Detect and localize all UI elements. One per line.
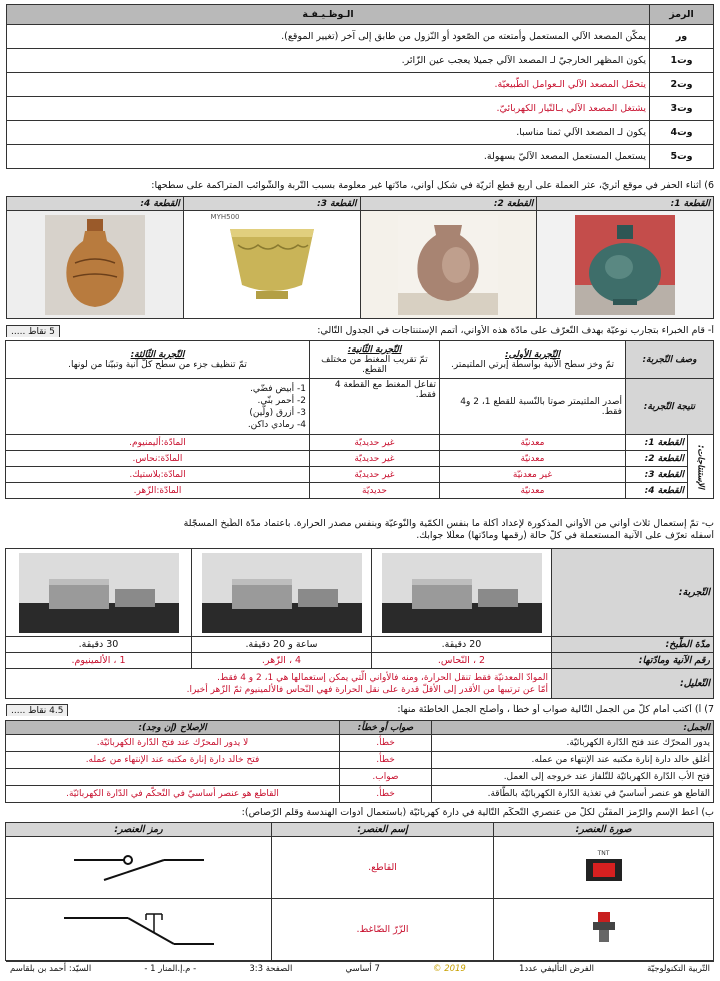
experiments-section [6, 340, 714, 499]
vase-4-image [45, 215, 145, 315]
cooking-table [5, 548, 714, 699]
switch-symbol-cell [6, 837, 272, 899]
piece-2-photo [360, 211, 537, 319]
components-table [5, 822, 714, 961]
exp1-header: التّجربة الأولى: [504, 349, 560, 360]
comp-header-name: إسم العنصر: [272, 823, 494, 837]
conclusion-piece: القطعة 4: [625, 483, 687, 499]
footer-level: 7 أساسي [345, 964, 380, 974]
q6a-text: أ- قام الخبراء بتجارب نوعيّة بهدف التّعرّف على مادّة هذه الأواني، أتمم الإستنتاجات في الجدول التّالي: [317, 325, 714, 336]
tf-header-sentence: الجمل: [432, 721, 714, 735]
function-code: وت2 [650, 73, 714, 97]
b-reason-cell [6, 669, 552, 699]
function-header: الـوظـيـفـة [7, 5, 650, 25]
q6a-marks: 5 نقاط ..... [6, 325, 60, 337]
b-reason-2: أمّا عن ترتيبها من الأقدر إلى الأقلّ قدرة على نقل الحرارة فهي النّحاس فالألمينيوم ثمّ الزّهر أخيرا. [186, 684, 548, 695]
conclusion-metal: معدنيّة [439, 451, 625, 467]
conclusions-label: الإستنتاجات: [688, 435, 714, 499]
exp3-header: التّجربة الثّالثة: [130, 349, 185, 360]
b-vessel-2: 4 ، الزّهر. [192, 653, 372, 669]
stove-photo-3 [6, 549, 192, 637]
tf-sentence: يدور المحرّك عند فتح الدّارة الكهربائيّة. [432, 735, 714, 752]
conclusion-metal: معدنيّة [439, 483, 625, 499]
b-time-1: 20 دقيقة. [372, 637, 552, 653]
tf-header-answer: صواب أو خطأ: [340, 721, 432, 735]
components-section [6, 822, 714, 961]
comp-header-symbol: رمز العنصر: [6, 823, 272, 837]
piece-4-photo [7, 211, 184, 319]
b-vessel-1: 2 ، النّحاس. [372, 653, 552, 669]
exp1-desc: تمّ وخز سطح الآنية بواسطة إبرتي الملتيمتر. [451, 359, 614, 370]
tf-header-fix: الإصلاح (إن وجد): [6, 721, 340, 735]
conclusion-material: المادّة:بلاستيك. [5, 467, 309, 483]
color-4: 4- رمادي داكن. [247, 419, 306, 430]
function-text: يكون لـ المصعد الآلي ثمنا مناسبا. [7, 121, 650, 145]
comp-header-photo: صورة العنصر: [494, 823, 714, 837]
function-code: وت1 [650, 49, 714, 73]
tf-sentence: القاطع هو عنصر أساسيّ في تغذية الدّارة الكهربائيّة بالطّاقة. [432, 786, 714, 803]
function-text: يستعمل المستعمل المصعد الآليّ بسهولة. [7, 145, 650, 169]
color-2: 2- أحمر بنّي. [257, 395, 306, 406]
footer-page: الصفحة 3:3 [249, 964, 293, 974]
true-false-section [6, 720, 714, 803]
function-code: وت4 [650, 121, 714, 145]
exp3-result [5, 379, 309, 435]
function-code: ور [650, 25, 714, 49]
b-reason-label: التّعليل: [552, 669, 714, 699]
experiments-table [5, 340, 714, 499]
footer-year: 2019 © [433, 964, 466, 974]
push-button-symbol-icon [54, 904, 224, 952]
switch-photo-cell [494, 837, 714, 899]
code-header: الرمز [650, 5, 714, 25]
tf-answer: خطأ. [340, 735, 432, 752]
tf-answer: خطأ. [340, 752, 432, 769]
conclusion-metal: غير معدنيّة [439, 467, 625, 483]
pushbutton-photo-cell [494, 899, 714, 961]
exp2-header: التّجربة الثّانية: [347, 344, 402, 355]
conclusion-iron: غير حديديّة [309, 467, 439, 483]
exp3-desc-cell [5, 341, 309, 379]
stove-photo-1 [372, 549, 552, 637]
b-reason-1: الموادّ المعدنيّة فقط تنقل الحرارة، ومنه فالأواني الّتي يمكن إستعمالها هي 1، 2 و 4 فقط. [217, 672, 548, 683]
tf-sentence: أغلق خالد دارة إنارة مكتبه عند الإنتهاء من عمله. [432, 752, 714, 769]
stove-image [19, 553, 179, 633]
true-false-table [5, 720, 714, 803]
tf-fix [6, 769, 340, 786]
function-text: يتحمّل المصعد الآلي الـعوامل الطّبيعيّة. [7, 73, 650, 97]
vase-1-image [575, 215, 675, 315]
q6b-line1: ب- تمّ إستعمال ثلاث أواني من الأواني المذكورة لإعداد أكلة ما بنفس الكمّية والنّوعيّة وبنفس مصدر الحرارة. باعتماد مدّة الطّبخ المسجّلة [183, 518, 714, 529]
switch-brand: TNT [597, 849, 610, 857]
conclusion-piece: القطعة 1: [625, 435, 687, 451]
piece-1-photo [537, 211, 714, 319]
tf-fix: القاطع هو عنصر أساسيّ في التّحكّم في الدّارة الكهربائيّة. [6, 786, 340, 803]
q7a-text: 7) أ) أكتب أمام كلّ من الجمل التّالية صواب أو خطأ ، وأصلح الجمل الخاطئة منها: [397, 704, 714, 715]
push-button-image [589, 908, 619, 948]
stove-image [202, 553, 362, 633]
exp2-result: تفاعل المغنط مع القطعة 4 فقط. [309, 379, 439, 435]
conclusion-material: المادّة:الزّهر. [5, 483, 309, 499]
switch-symbol-icon [64, 844, 214, 888]
piece-1-label: القطعة 1: [537, 197, 714, 211]
conclusion-iron: غير حديديّة [309, 451, 439, 467]
pushbutton-symbol-cell [6, 899, 272, 961]
toggle-switch-image [584, 857, 624, 883]
q7b-text: ب) أعط الإسم والرّمز المقنّن لكلّ من عنصري التّحكّم التّالية في دارة كهربائيّة (باستعمال أدوات الهندسة وقلم الرّصاص): [241, 807, 714, 818]
footer-exam: الفرض التأليفي عدد1 [518, 964, 594, 974]
function-code: وت5 [650, 145, 714, 169]
function-code: وت3 [650, 97, 714, 121]
tf-answer: خطأ. [340, 786, 432, 803]
piece-4-label: القطعة 4: [7, 197, 184, 211]
exp2-desc-cell [309, 341, 439, 379]
conclusion-material: المادّة:أليمنيوم. [5, 435, 309, 451]
conclusion-metal: معدنيّة [439, 435, 625, 451]
stove-photo-2 [192, 549, 372, 637]
page-footer [6, 961, 714, 977]
b-exp-label: التّجربة: [552, 549, 714, 637]
piece-3-label: القطعة 3: [183, 197, 360, 211]
color-1: 1- أبيض فضّي. [250, 383, 306, 394]
conclusion-piece: القطعة 3: [625, 467, 687, 483]
b-time-label: مدّة الطّبخ: [552, 637, 714, 653]
exp2-desc: تمّ تقريب المغنط من مختلف القطع. [321, 354, 428, 375]
function-text: يكون المظهر الخارجيّ لـ المصعد الآلي جميلا يعجب عين الزّائر. [7, 49, 650, 73]
function-text: يشتغل المصعد الآلي بـالتّيار الكهربائيّ. [7, 97, 650, 121]
tf-sentence: فتح الأب الدّارة الكهربائيّة للتّلفاز عند خروجه إلى العمل. [432, 769, 714, 786]
function-text: يمكّن المصعد الآلي المستعمل وأمتعته من الصّعود أو النّزول من طابق إلى آخر (تغيير الموقع). [7, 25, 650, 49]
footer-teacher: السيّد: أحمد بن بلقاسم [10, 964, 92, 974]
piece-2-label: القطعة 2: [360, 197, 537, 211]
pushbutton-name: الزّرّ الضّاغط. [272, 899, 494, 961]
b-time-3: 30 دقيقة. [6, 637, 192, 653]
b-vessel-label: رقم الآنية ومادّتها: [552, 653, 714, 669]
desc-label: وصف التّجربة: [625, 341, 713, 379]
q6b-line2: أسفله تعرّف على الآنية المستعملة في كلّ حالة (رقمها ومادّتها) معلّلا جوابك. [416, 530, 714, 541]
q6a-line [6, 325, 714, 337]
functions-section [6, 4, 714, 169]
color-3: 3- أزرق (ولّين) [249, 407, 306, 418]
piece-3-tag: MYH500 [210, 213, 240, 221]
b-time-2: ساعة و 20 دقيقة. [192, 637, 372, 653]
cooking-section [6, 548, 714, 699]
exp1-desc-cell [439, 341, 625, 379]
switch-name: القاطع. [272, 837, 494, 899]
result-label: نتيجة التّجربة: [625, 379, 713, 435]
vase-2-image [398, 215, 498, 315]
vase-3-image [212, 215, 332, 315]
functions-table [6, 4, 714, 169]
tf-answer: صواب. [340, 769, 432, 786]
q7a-marks: 4.5 نقاط ..... [6, 704, 68, 716]
footer-school: - م.إ.المنار 1 - [144, 964, 197, 974]
conclusion-iron: حديديّة [309, 483, 439, 499]
conclusion-iron: غير حديديّة [309, 435, 439, 451]
exam-page [6, 4, 714, 977]
b-vessel-3: 1 ، الألمينيوم. [6, 653, 192, 669]
stove-image [382, 553, 542, 633]
footer-subject: التّربية التكنولوجيّة [647, 964, 710, 974]
q6-intro: 6) أثناء الحفر في موقع أثريّ، عثر العملة على أربع قطع أثريّة في شكل أواني، مادّتها غير معلومة بسبب التّربة والشّوائب المتراكمة على سطحها: [151, 180, 714, 191]
exp1-result: أصدر الملتيمتر صوتا بالنّسبة للقطع 1، 2 و4 فقط. [439, 379, 625, 435]
exp3-desc: تمّ تنظيف جزء من سطح كلّ آنية وتبيّنا من لونها. [68, 359, 247, 370]
pieces-table [6, 196, 714, 319]
conclusion-material: المادّة:نحاس. [5, 451, 309, 467]
tf-fix: لا يدور المحرّك عند فتح الدّارة الكهربائيّة. [6, 735, 340, 752]
q7a-line [6, 704, 714, 716]
switch-photo [584, 850, 624, 886]
pieces-section [6, 196, 714, 319]
conclusion-piece: القطعة 2: [625, 451, 687, 467]
piece-3-photo [183, 211, 360, 319]
tf-fix: فتح خالد دارة إنارة مكتبه عند الإنتهاء من عمله. [6, 752, 340, 769]
